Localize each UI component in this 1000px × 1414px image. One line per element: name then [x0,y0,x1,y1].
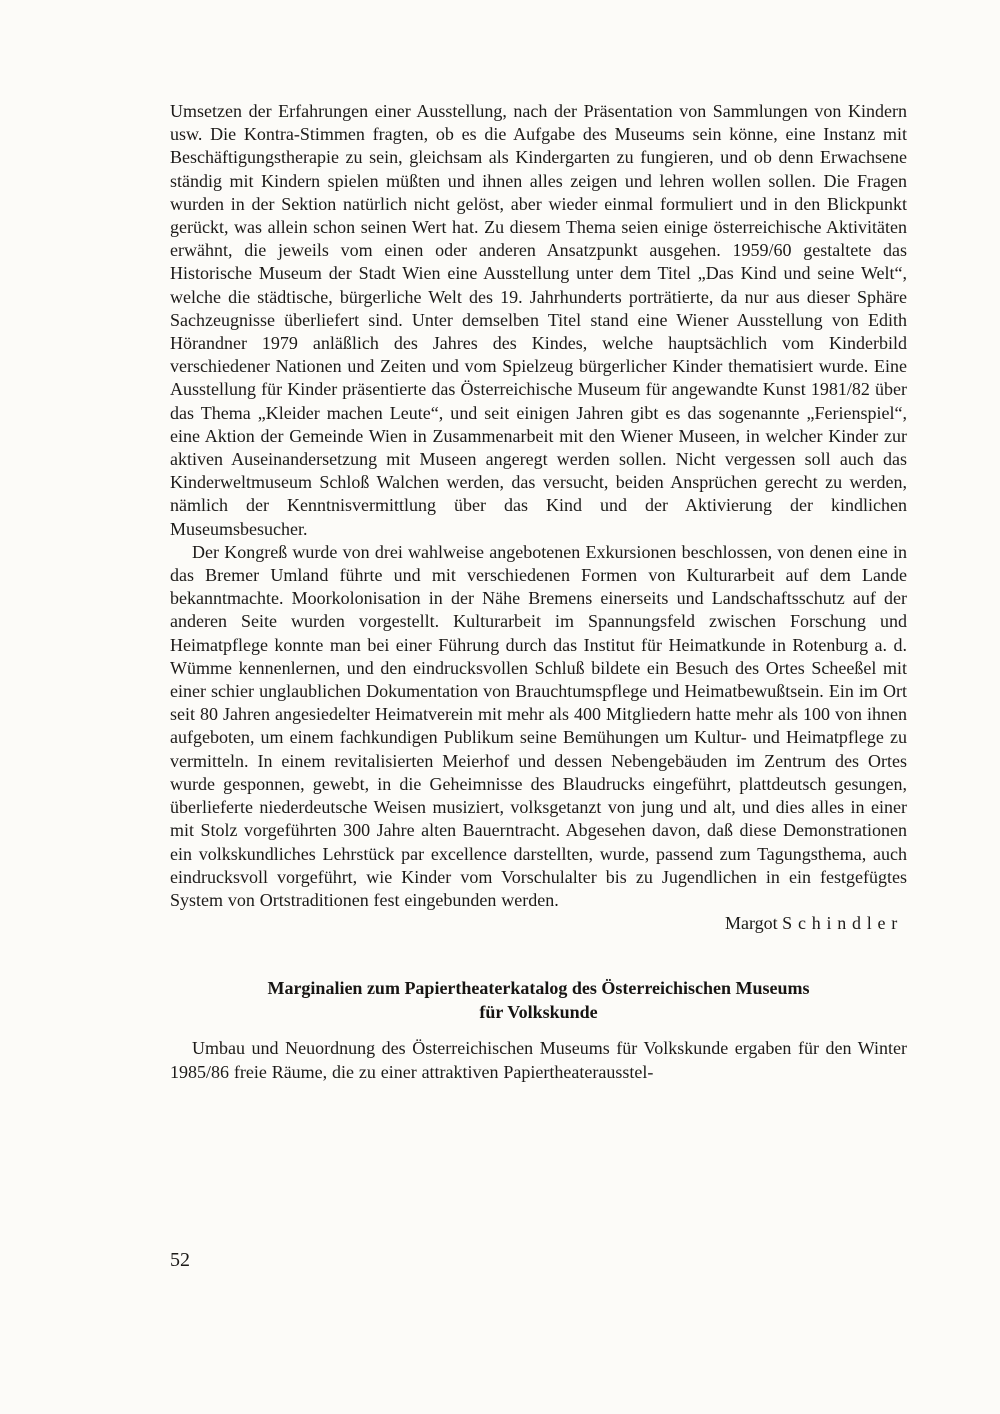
section-heading [170,977,907,1024]
text-block [170,100,907,1084]
author-last-name: Schindler [782,913,903,934]
section-heading-line2: für Volkskunde [479,1001,598,1022]
page-number: 52 [170,1249,190,1271]
author-signature [170,912,907,935]
paragraph-exhibitions-continuation: Umsetzen der Erfahrungen einer Ausstellung, nach der Präsentation von Sammlungen von Kindern usw. Die Kontra-Stimmen fragten, ob es die Aufgabe des Museums sein könne, eine Instanz mit Beschäftigungstherapie zu sein, gleichsam als Kindergarten zu fungieren, und ob denn Erwachsene ständig mit Kindern spielen müßten und ihnen alles zeigen und lehren wollen sollen. Die Fragen wurden in der Sektion natürlich nicht gelöst, aber wieder einmal formuliert und in den Blickpunkt gerückt, was allein schon seinen Wert hat. Zu diesem Thema seien einige österreichische Aktivitäten erwähnt, die jeweils vom einen oder anderen Ansatzpunkt ausgehen. 1959/60 gestaltete das Historische Museum der Stadt Wien eine Ausstellung unter dem Titel „Das Kind und seine Welt“, welche die städtische, bürgerliche Welt des 19. Jahrhunderts porträtierte, da nur aus dieser Sphäre Sachzeugnisse überliefert sind. Unter demselben Titel stand eine Wiener Ausstellung von Edith Hörandner 1979 anläßlich des Jahres des Kindes, welche hauptsächlich vom Kinderbild verschiedener Nationen und Zeiten und vom Spielzeug bürgerlicher Kinder thematisiert wurde. Eine Ausstellung für Kinder präsentierte das Österreichische Museum für angewandte Kunst 1981/82 über das Thema „Kleider machen Leute“, und seit einigen Jahren gibt es das sogenannte „Ferienspiel“, eine Aktion der Gemeinde Wien in Zusammenarbeit mit den Wiener Museen, in welcher Kinder zur aktiven Auseinandersetzung mit Museen angeregt werden sollen. Nicht vergessen soll auch das Kinderweltmuseum Schloß Walchen werden, das versucht, beiden Ansprüchen gerecht zu werden, nämlich der Kenntnisvermittlung über das Kind und der Aktivierung der kindlichen Museumsbesucher. [170,101,907,539]
paragraph-excursions: Der Kongreß wurde von drei wahlweise angebotenen Exkursionen beschlossen, von denen eine in das Bremer Umland führte und mit verschiedenen Formen von Kulturarbeit auf dem Lande bekanntmachte. Moorkolonisation in der Nähe Bremens einerseits und Landschaftsschutz auf der anderen Seite wurden vorgestellt. Kulturarbeit im Spannungsfeld zwischen Forschung und Heimatpflege konnte man bei einer Führung durch das Institut für Heimatkunde in Rotenburg a. d. Wümme kennenlernen, und den eindrucksvollen Schluß bildete ein Besuch des Ortes Scheeßel mit einer schier unglaublichen Dokumentation von Brauchtumspflege und Heimatbewußtsein. Ein im Ort seit 80 Jahren angesiedelter Heimatverein mit mehr als 400 Mitgliedern hatte mehr als 100 von ihnen aufgeboten, um einem fachkundigen Publikum seine Bemühungen um Kultur- und Heimatpflege zu vermitteln. In einem revitalisierten Meierhof und dessen Nebengebäuden im Zentrum des Ortes wurde gesponnen, gewebt, in die Geheimnisse des Blaudrucks eingeführt, plattdeutsch gesungen, überlieferte niederdeutsche Weisen musiziert, volksgetanzt von jung und alt, und dies alles in einer mit Stolz vorgeführten 300 Jahre alten Bauerntracht. Abgesehen davon, daß diese Demonstrationen ein volkskundliches Lehrstück par excellence darstellten, wurde, passend zum Tagungsthema, auch eindrucksvoll vorgeführt, wie Kinder vom Vorschulalter bis zu Jugendlichen in ein festgefügtes System von Ortstraditionen fest eingebunden werden. [170,541,907,910]
author-first-name: Margot [725,913,778,934]
paragraph-museum-intro: Umbau und Neuordnung des Österreichischen Museums für Volkskunde ergaben für den Winter 1985/86 freie Räume, die zu einer attraktiven Papiertheaterausstel- [170,1038,907,1082]
section-heading-line1: Marginalien zum Papiertheaterkatalog des Österreichischen Museums [267,978,810,999]
